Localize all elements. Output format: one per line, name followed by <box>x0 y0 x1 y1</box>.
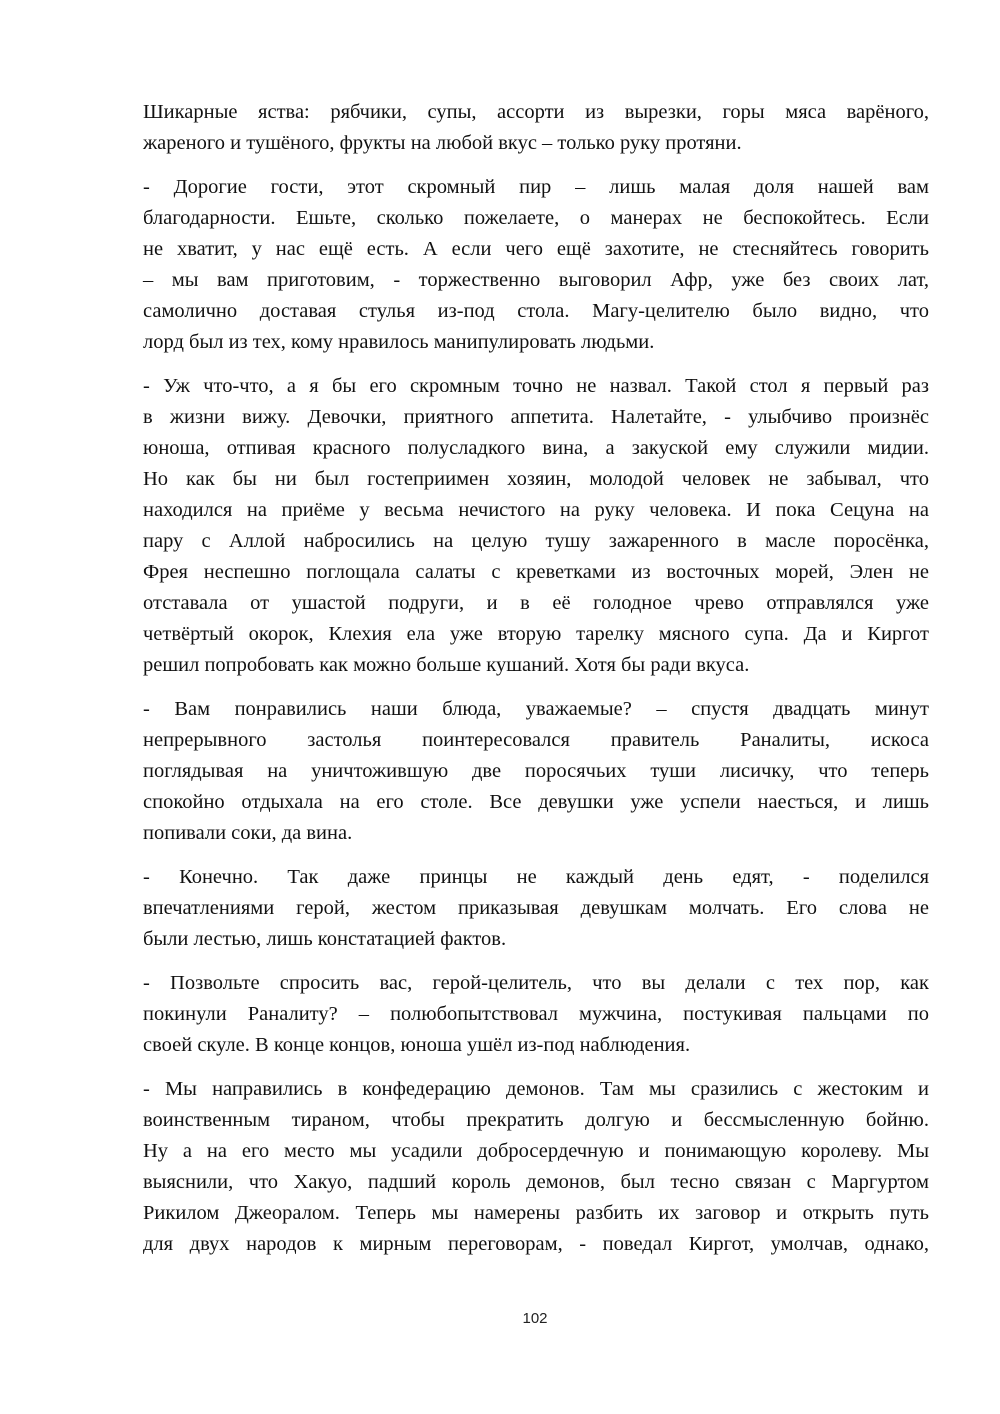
text-line: находился на приёме у весьма нечистого на руку человека. И пока Сецуна на <box>143 499 929 521</box>
text-line: Ну а на его место мы усадили добросердечную и понимающую королеву. Мы <box>143 1140 929 1162</box>
text-line: в жизни вижу. Девочки, приятного аппетита. Налетайте, - улыбчиво произнёс <box>143 406 929 428</box>
text-line: - Позвольте спросить вас, герой-целитель, что вы делали с тех пор, как <box>143 972 929 994</box>
text-line: покинули Раналиту? – полюбопытствовал мужчина, постукивая пальцами по <box>143 1003 929 1025</box>
paragraph-youth-reply <box>143 371 929 681</box>
text-line: Рикилом Джеоралом. Теперь мы намерены разбить их заговор и открыть путь <box>143 1202 929 1224</box>
text-line: юноша, отпивая красного полусладкого вина, а закуской ему служили мидии. <box>143 437 929 459</box>
text-line: благодарности. Ешьте, сколько пожелаете, о манерах не беспокойтесь. Если <box>143 207 929 229</box>
text-line: непрерывного застолья поинтересовался правитель Раналиты, искоса <box>143 729 929 751</box>
text-line: - Конечно. Так даже принцы не каждый день едят, - поделился <box>143 866 929 888</box>
paragraph-kirgot-story <box>143 1074 929 1260</box>
text-line: своей скуле. В конце концов, юноша ушёл из-под наблюдения. <box>143 1034 691 1056</box>
text-line: четвёртый окорок, Клехия ела уже вторую тарелку мясного супа. Да и Киргот <box>143 623 929 645</box>
paragraph-ruler-inquiry <box>143 968 929 1061</box>
body-text <box>143 97 929 1273</box>
text-line: самолично доставая стулья из-под стола. Магу-целителю было видно, что <box>143 300 929 322</box>
text-line: для двух народов к мирным переговорам, - поведал Киргот, умолчав, однако, <box>143 1233 929 1255</box>
text-line: лорд был из тех, кому нравилось манипулировать людьми. <box>143 331 655 353</box>
text-line: выяснили, что Хакуо, падший король демонов, был тесно связан с Маргуртом <box>143 1171 929 1193</box>
text-line: - Дорогие гости, этот скромный пир – лишь малая доля нашей вам <box>143 176 929 198</box>
text-line: Но как бы ни был гостеприимен хозяин, молодой человек не забывал, что <box>143 468 929 490</box>
text-line: решил попробовать как можно больше кушаний. Хотя бы ради вкуса. <box>143 654 750 676</box>
text-line: отставала от ушастой подруги, и в её голодное чрево отправлялся уже <box>143 592 929 614</box>
text-line: - Мы направились в конфедерацию демонов. Там мы сразились с жестоким и <box>143 1078 929 1100</box>
text-line: попивали соки, да вина. <box>143 822 353 844</box>
text-line: не хватит, у нас ещё есть. А если чего ещё захотите, не стесняйтесь говорить <box>143 238 929 260</box>
paragraph-afr-speech <box>143 172 929 358</box>
text-line: - Вам понравились наши блюда, уважаемые? – спустя двадцать минут <box>143 698 929 720</box>
paragraph-hero-answer <box>143 862 929 955</box>
text-line: впечатлениями герой, жестом приказывая девушкам молчать. Его слова не <box>143 897 929 919</box>
text-line: поглядывая на уничтожившую две поросячьих туши лисичку, что теперь <box>143 760 929 782</box>
text-line: спокойно отдыхала на его столе. Все девушки уже успели наесться, и лишь <box>143 791 929 813</box>
paragraph-ruler-question <box>143 694 929 849</box>
text-line: пару с Аллой набросились на целую тушу зажаренного в масле поросёнка, <box>143 530 929 552</box>
text-line: Шикарные яства: рябчики, супы, ассорти из вырезки, горы мяса варёного, <box>143 101 929 123</box>
text-line: жареного и тушёного, фрукты на любой вкус – только руку протяни. <box>143 132 742 154</box>
text-line: – мы вам приготовим, - торжественно выговорил Афр, уже без своих лат, <box>143 269 929 291</box>
text-line: были лестью, лишь констатацией фактов. <box>143 928 507 950</box>
paragraph-feast-description <box>143 97 929 159</box>
text-line: Фрея неспешно поглощала салаты с креветками из восточных морей, Элен не <box>143 561 929 583</box>
text-line: воинственным тираном, чтобы прекратить долгую и бессмысленную бойню. <box>143 1109 929 1131</box>
page-number: 102 <box>522 1310 548 1327</box>
text-line: - Уж что-что, а я бы его скромным точно не назвал. Такой стол я первый раз <box>143 375 929 397</box>
